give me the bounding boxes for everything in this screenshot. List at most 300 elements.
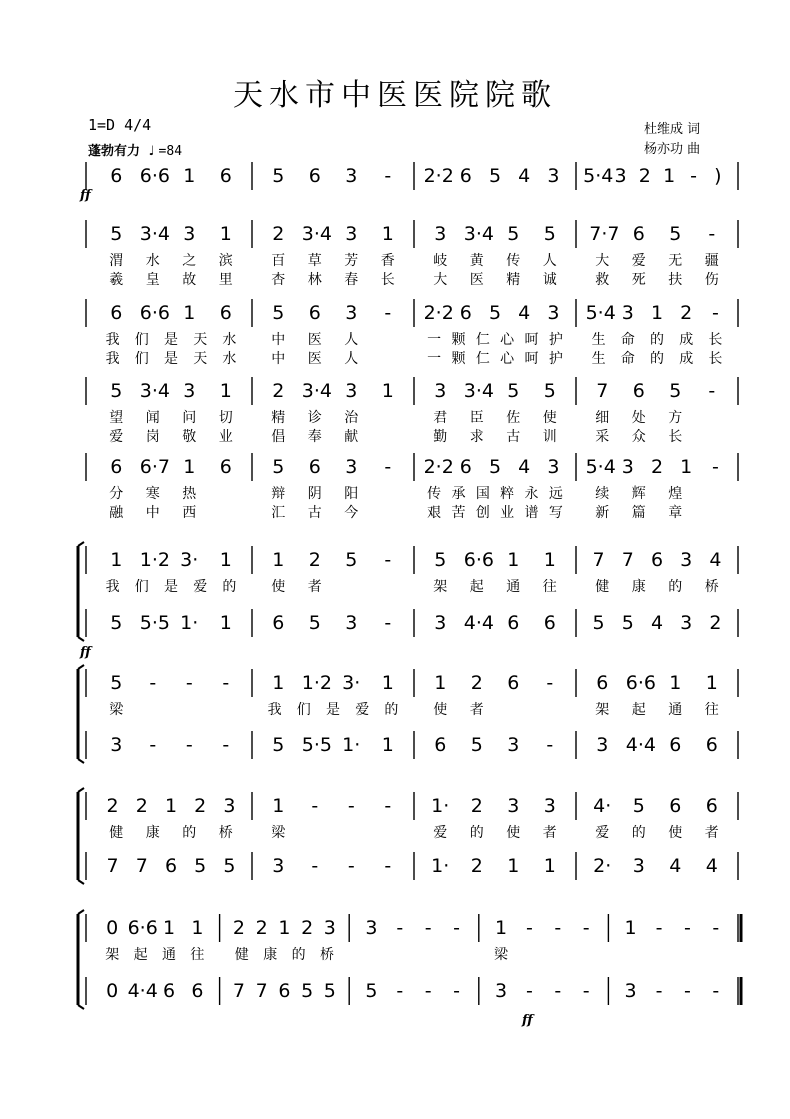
lyric-syllable: 望 (109, 410, 124, 426)
note: 4 (518, 456, 531, 478)
lyric-syllable: 健 (109, 825, 124, 841)
sustain-dash: - (711, 456, 719, 478)
note: 1 (272, 549, 285, 571)
lyric-syllable: 国 (475, 486, 490, 502)
note: ) (714, 165, 722, 187)
notation-line (0, 611, 790, 635)
lyric-syllable: 爱 (433, 825, 448, 841)
lyric-syllable: 长 (708, 351, 723, 367)
lyric-syllable: 的 (631, 825, 646, 841)
lyric-syllable: 里 (218, 272, 233, 288)
lyric-syllable: 的 (469, 825, 484, 841)
lyric-syllable: 辉 (631, 486, 646, 502)
lyric-syllable: 君 (433, 410, 448, 426)
quarter-note-icon: ♩ (148, 144, 155, 159)
lyric-syllable: 爱 (109, 429, 124, 445)
dynamic-mark: ff (80, 188, 91, 203)
sustain-dash: - (711, 302, 719, 324)
note: 3 (345, 165, 358, 187)
sustain-dash: - (708, 223, 716, 245)
lyric-syllable: 传 (427, 486, 442, 502)
note: 2 (272, 380, 285, 402)
lyric-syllable: 篇 (631, 505, 646, 521)
note: 2 (470, 795, 483, 817)
sustain-dash: - (453, 917, 461, 939)
lyric-syllable: 苦 (451, 505, 466, 521)
note: 3 (183, 380, 196, 402)
note: 5 (194, 855, 207, 877)
note: 5 (488, 302, 502, 324)
lyric-syllable: 阳 (344, 486, 359, 502)
note: 5 (272, 302, 285, 324)
lyric-syllable: 滨 (218, 253, 233, 269)
lyric-syllable: 通 (162, 947, 176, 963)
note: 3·4 (139, 223, 170, 245)
lyric-syllable: 天 (193, 332, 208, 348)
note: 1 (680, 456, 693, 478)
lyric-syllable: 死 (631, 272, 646, 288)
lyric-syllable: 水 (222, 351, 237, 367)
note: 1 (183, 456, 196, 478)
note: 2·2 (423, 456, 454, 478)
note: 5·5 (301, 734, 332, 756)
lyric-syllable: 林 (307, 272, 322, 288)
note: 2 (255, 917, 268, 939)
lyric-syllable: 水 (222, 332, 237, 348)
lyric-syllable: 创 (475, 505, 490, 521)
note: 2 (638, 165, 651, 187)
lyric-syllable: 长 (380, 272, 395, 288)
note: 5 (488, 456, 502, 478)
note: 1 (650, 302, 664, 324)
note: 3 (434, 612, 447, 634)
sustain-dash: - (311, 855, 319, 877)
note: 5 (272, 165, 285, 187)
system-bracket (78, 637, 84, 641)
note: 3· (342, 672, 361, 694)
lyric-syllable: 起 (469, 579, 484, 595)
lyric-syllable: 融 (109, 505, 124, 521)
note: 3 (494, 980, 508, 1002)
lyric-syllable: 呵 (524, 351, 539, 367)
note: 4 (518, 302, 531, 324)
lyrics-line (0, 578, 790, 596)
tempo-marking (88, 140, 182, 159)
lyric-syllable: 草 (307, 253, 322, 269)
note: 3 (507, 734, 520, 756)
sustain-dash: - (554, 917, 562, 939)
lyric-syllable: 写 (548, 505, 563, 521)
lyrics-line (0, 824, 790, 842)
lyric-syllable: 的 (650, 351, 664, 367)
note: 2·2 (423, 302, 454, 324)
lyric-syllable: 羲 (109, 272, 124, 288)
note: 6 (434, 734, 447, 756)
sustain-dash: - (384, 549, 392, 571)
lyric-syllable: 命 (620, 351, 635, 367)
lyric-syllable: 汇 (271, 505, 286, 521)
system-bracket (78, 1005, 84, 1009)
note: 7 (255, 980, 268, 1002)
lyric-syllable: 健 (234, 947, 249, 963)
lyric-syllable: 康 (145, 825, 160, 841)
lyric-syllable: 颗 (451, 351, 466, 367)
note: 0 (106, 980, 119, 1002)
lyric-syllable: 勤 (433, 429, 448, 445)
note: 7 (596, 380, 609, 402)
lyrics-line (0, 350, 790, 368)
note: 1 (669, 672, 682, 694)
note: 6 (278, 980, 291, 1002)
lyric-syllable: 往 (190, 947, 205, 963)
note: 1 (164, 795, 178, 817)
note: 1 (543, 855, 556, 877)
notation-line (0, 979, 790, 1003)
lyric-syllable: 桥 (320, 947, 334, 963)
sustain-dash: - (690, 165, 697, 187)
lyric-syllable: 伤 (704, 272, 719, 288)
note: 3 (680, 612, 693, 634)
sustain-dash: - (149, 734, 157, 756)
lyric-syllable: 辩 (271, 486, 286, 502)
lyric-syllable: 通 (506, 579, 521, 595)
lyric-syllable: 爱 (193, 579, 208, 595)
system-bracket (78, 788, 84, 792)
lyric-syllable: 方 (668, 410, 683, 426)
lyric-syllable: 命 (620, 332, 635, 348)
sustain-dash: - (384, 795, 392, 817)
lyric-syllable: 我 (105, 579, 120, 595)
lyrics-line (0, 504, 790, 522)
note: 6 (705, 734, 718, 756)
lyric-syllable: 岐 (433, 253, 448, 269)
lyric-syllable: 生 (591, 332, 606, 348)
note: 6 (650, 549, 664, 571)
note: 3·4 (301, 380, 332, 402)
lyric-syllable: 成 (679, 332, 694, 348)
lyric-syllable: 爱 (595, 825, 610, 841)
lyric-syllable: 百 (271, 253, 286, 269)
note: 5 (110, 223, 123, 245)
lyric-syllable: 采 (595, 429, 610, 445)
note: 6 (632, 223, 645, 245)
notation-line (0, 916, 790, 940)
lyric-syllable: 是 (164, 351, 178, 367)
note: 2·2 (423, 165, 454, 187)
system-bracket (78, 542, 84, 546)
lyric-syllable: 护 (548, 332, 563, 348)
note: 3 (345, 380, 358, 402)
note: 2 (135, 795, 148, 817)
lyric-syllable: 长 (668, 429, 683, 445)
lyric-syllable: 我 (105, 332, 120, 348)
note: 1 (543, 549, 556, 571)
note: 6 (272, 612, 285, 634)
note: 7 (621, 549, 634, 571)
note: 3 (345, 223, 358, 245)
lyric-syllable: 疆 (704, 253, 719, 269)
note: 3 (223, 795, 236, 817)
note: 5·5 (139, 612, 170, 634)
lyric-syllable: 岗 (145, 429, 160, 445)
note: 1· (431, 795, 450, 817)
notation-line (0, 548, 790, 572)
note: 6·6 (139, 165, 170, 187)
lyric-syllable: 者 (469, 702, 484, 718)
note: 2 (106, 795, 119, 817)
lyric-syllable: 艰 (427, 505, 442, 521)
sustain-dash: - (554, 980, 562, 1002)
note: 3 (434, 380, 447, 402)
lyric-syllable: 众 (631, 429, 646, 445)
note: 1 (110, 549, 123, 571)
sustain-dash: - (525, 917, 533, 939)
lyric-syllable: 一 (427, 332, 442, 348)
lyric-syllable: 远 (548, 486, 563, 502)
lyric-syllable: 起 (631, 702, 646, 718)
lyric-syllable: 梁 (494, 947, 508, 963)
dynamic-mark: ff (80, 645, 91, 660)
lyric-syllable: 谱 (524, 505, 539, 521)
note: 6 (219, 165, 232, 187)
sustain-dash: - (222, 672, 230, 694)
lyrics-line (0, 331, 790, 349)
system-bracket (78, 665, 84, 669)
lyric-syllable: 精 (271, 410, 286, 426)
note: 6 (219, 302, 232, 324)
lyric-syllable: 诚 (542, 272, 557, 288)
lyric-syllable: 热 (182, 486, 197, 502)
note: 0 (106, 917, 119, 939)
note: 5 (543, 380, 556, 402)
lyric-syllable: 成 (679, 351, 694, 367)
note: 6 (191, 980, 204, 1002)
note: 5 (345, 549, 358, 571)
lyric-syllable: 故 (182, 272, 197, 288)
lyric-syllable: 护 (548, 351, 563, 367)
sustain-dash: - (546, 734, 554, 756)
lyric-syllable: 们 (296, 702, 311, 718)
note: 6 (459, 456, 472, 478)
note: 1 (278, 917, 291, 939)
lyric-syllable: 精 (506, 272, 521, 288)
note: 1 (494, 917, 508, 939)
lyric-syllable: 杏 (271, 272, 286, 288)
note: 7·7 (589, 223, 620, 245)
lyric-syllable: 康 (263, 947, 278, 963)
lyric-syllable: 阴 (307, 486, 322, 502)
note: 1 (381, 734, 394, 756)
lyric-syllable: 治 (344, 410, 359, 426)
note: 3 (365, 917, 378, 939)
sustain-dash: - (655, 917, 663, 939)
note: 3 (621, 302, 634, 324)
lyric-syllable: 桥 (218, 825, 233, 841)
lyric-syllable: 颗 (451, 332, 466, 348)
lyric-syllable: 的 (668, 579, 683, 595)
sustain-dash: - (347, 855, 355, 877)
lyric-syllable: 仁 (475, 332, 490, 348)
system-bracket (78, 880, 84, 884)
lyric-syllable: 使 (542, 410, 557, 426)
lyric-syllable: 续 (595, 486, 610, 502)
notation-line (0, 301, 790, 325)
lyric-syllable: 古 (506, 429, 521, 445)
notation-line (0, 379, 790, 403)
note: 3 (614, 165, 627, 187)
note: 6·6 (463, 549, 494, 571)
note: 5·4 (583, 165, 614, 187)
note: 3 (621, 456, 634, 478)
note: 3 (507, 795, 520, 817)
lyric-syllable: 是 (164, 332, 178, 348)
note: 4·4 (463, 612, 494, 634)
note: 5·4 (585, 456, 616, 478)
note: 7 (592, 549, 605, 571)
note: 2 (232, 917, 245, 939)
note: 2 (680, 302, 693, 324)
note: 5 (365, 980, 378, 1002)
note: 6 (110, 302, 123, 324)
note: 1 (272, 795, 285, 817)
note: 6 (164, 855, 178, 877)
sustain-dash: - (582, 980, 590, 1002)
lyric-syllable: 分 (109, 486, 124, 502)
note: 5 (323, 980, 336, 1002)
lyric-syllable: 的 (182, 825, 197, 841)
lyric-syllable: 献 (344, 429, 359, 445)
lyric-syllable: 渭 (109, 253, 124, 269)
note: 3 (345, 456, 358, 478)
lyric-syllable: 大 (433, 272, 448, 288)
note: 6 (669, 734, 682, 756)
note: 1 (183, 165, 196, 187)
sustain-dash: - (424, 917, 432, 939)
sustain-dash: - (683, 980, 691, 1002)
note: 1 (191, 917, 204, 939)
composer-credit: 杨亦功 曲 (644, 142, 701, 157)
sustain-dash: - (384, 165, 392, 187)
note: 5 (223, 855, 236, 877)
note: 5 (507, 380, 520, 402)
lyric-syllable: 臣 (469, 410, 484, 426)
lyric-syllable: 者 (542, 825, 557, 841)
sustain-dash: - (708, 380, 716, 402)
note: 6 (669, 795, 682, 817)
sustain-dash: - (655, 980, 663, 1002)
lyric-syllable: 往 (542, 579, 557, 595)
note: 3 (624, 980, 637, 1002)
lyric-syllable: 心 (500, 351, 515, 367)
note: 3 (110, 734, 123, 756)
lyric-syllable: 架 (595, 702, 610, 718)
note: 5 (470, 734, 483, 756)
lyric-syllable: 佐 (506, 410, 521, 426)
lyric-syllable: 往 (704, 702, 719, 718)
sustain-dash: - (185, 672, 193, 694)
note: 3 (183, 223, 196, 245)
note: 5 (507, 223, 520, 245)
lyric-syllable: 我 (267, 702, 282, 718)
note: 5 (272, 456, 285, 478)
lyric-syllable: 健 (595, 579, 610, 595)
song-title: 天水市中医医院院歌 (233, 78, 557, 113)
lyric-syllable: 康 (631, 579, 646, 595)
notation-line (0, 854, 790, 878)
lyric-syllable: 架 (105, 947, 120, 963)
note: 5 (110, 612, 123, 634)
note: 4 (705, 855, 718, 877)
lyric-syllable: 业 (500, 505, 515, 521)
lyrics-line (0, 252, 790, 270)
note: 1 (219, 549, 232, 571)
lyric-syllable: 香 (380, 253, 395, 269)
note: 6 (162, 980, 176, 1002)
note: 5·4 (585, 302, 616, 324)
note: 3 (345, 302, 358, 324)
note: 7 (232, 980, 245, 1002)
note: 1 (381, 380, 394, 402)
lyric-syllable: 们 (134, 332, 149, 348)
lyric-syllable: 皇 (145, 272, 160, 288)
lyric-syllable: 心 (500, 332, 515, 348)
lyric-syllable: 黄 (469, 253, 484, 269)
lyric-syllable: 我 (105, 351, 120, 367)
lyric-syllable: 传 (506, 253, 521, 269)
note: 6 (459, 165, 472, 187)
lyric-syllable: 梁 (109, 702, 124, 718)
lyric-syllable: 生 (591, 351, 606, 367)
note: 1 (663, 165, 676, 187)
note: 3 (547, 302, 560, 324)
lyric-syllable: 呵 (524, 332, 539, 348)
note: 6 (632, 380, 645, 402)
note: 4·4 (127, 980, 158, 1002)
note: 2 (709, 612, 722, 634)
lyric-syllable: 芳 (344, 253, 359, 269)
note: 6 (507, 672, 520, 694)
sustain-dash: - (384, 855, 392, 877)
lyric-syllable: 奉 (307, 429, 322, 445)
lyric-syllable: 通 (668, 702, 683, 718)
sustain-dash: - (311, 795, 319, 817)
lyric-syllable: 闻 (145, 410, 160, 426)
lyric-syllable: 的 (222, 579, 237, 595)
lyric-syllable: 新 (595, 505, 610, 521)
sustain-dash: - (384, 302, 392, 324)
lyric-syllable: 无 (668, 253, 683, 269)
lyric-syllable: 古 (307, 505, 322, 521)
sustain-dash: - (222, 734, 230, 756)
note: 6 (308, 456, 321, 478)
note: 6 (110, 165, 123, 187)
sustain-dash: - (712, 917, 720, 939)
lyric-syllable: 粹 (500, 486, 515, 502)
note: 5 (488, 165, 502, 187)
note: 3 (547, 165, 560, 187)
note: 4· (593, 795, 612, 817)
notation-line (0, 164, 790, 188)
lyrics-line (0, 485, 790, 503)
note: 6 (705, 795, 718, 817)
system-bracket (78, 910, 84, 914)
lyric-syllable: 使 (506, 825, 521, 841)
note: 1 (162, 917, 176, 939)
note: 1· (342, 734, 361, 756)
sustain-dash: - (185, 734, 193, 756)
lyric-syllable: 扶 (668, 272, 683, 288)
lyric-syllable: 使 (668, 825, 683, 841)
